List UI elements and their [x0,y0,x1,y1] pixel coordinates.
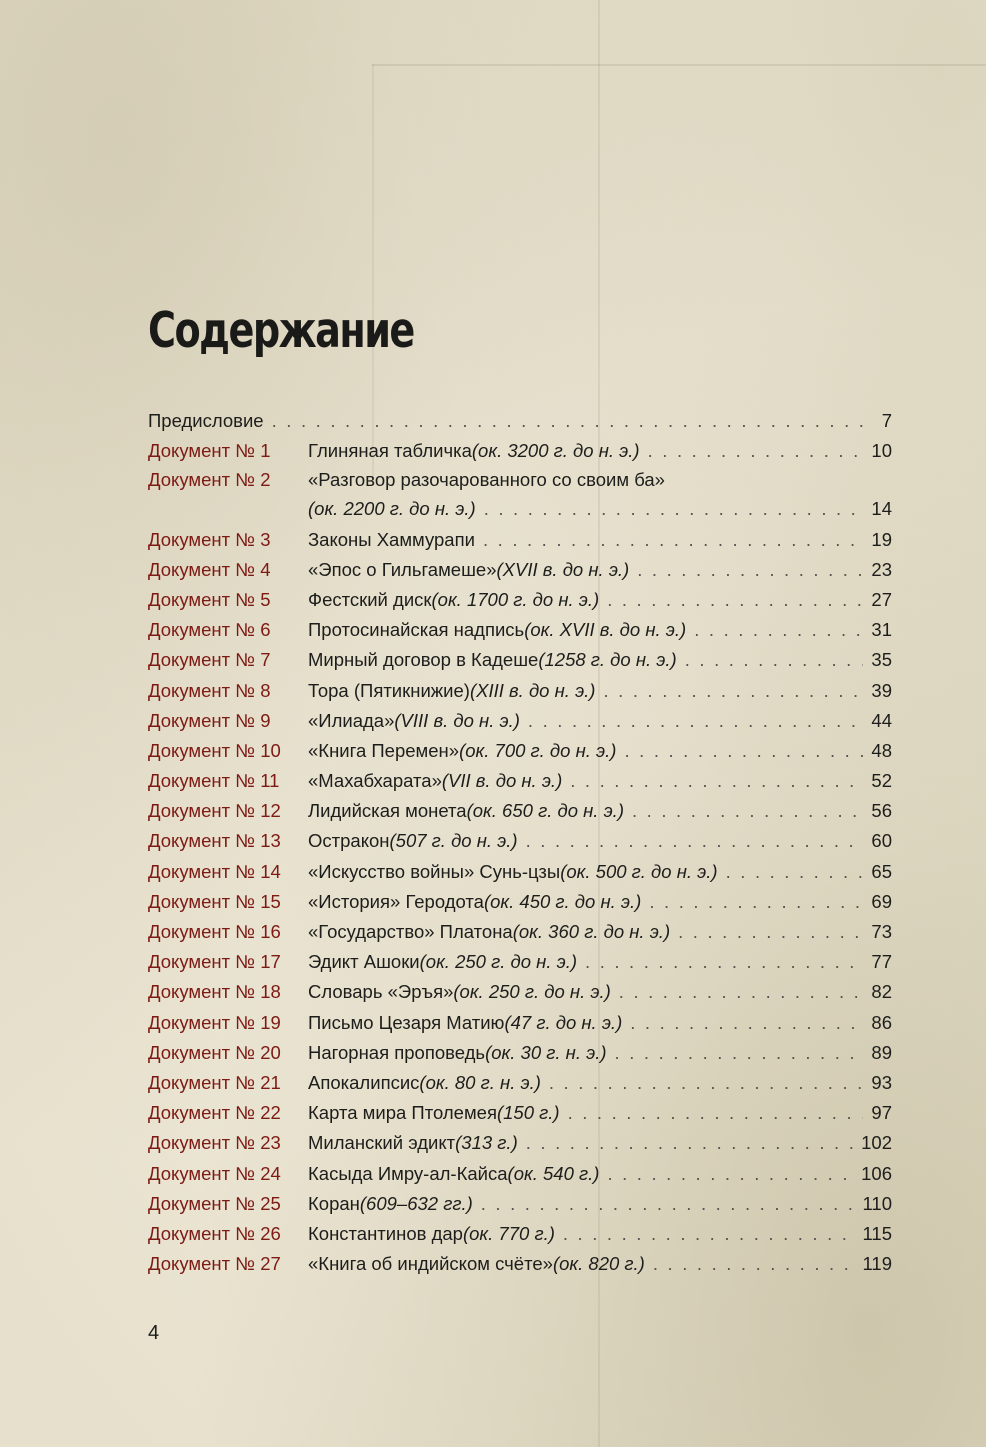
toc-entry-title: Карта мира Птолемея [308,1102,497,1124]
dot-leader [585,947,863,977]
document-number: Документ № 7 [148,649,271,671]
toc-page-number: 31 [871,619,892,641]
toc-entry-date: (ок. 250 г. до н. э.) [453,981,611,1003]
toc-page-number: 102 [861,1132,892,1154]
document-number: Документ № 14 [148,860,281,882]
toc-entry[interactable] [148,1098,892,1128]
document-number: Документ № 19 [148,1011,281,1033]
toc-entry-date: (ок. 820 г.) [552,1253,645,1275]
dot-leader [648,436,864,466]
toc-entry[interactable] [148,436,892,466]
dot-leader [607,585,863,615]
dot-leader [570,766,863,796]
document-number: Документ № 6 [148,619,271,641]
document-number: Документ № 10 [148,739,281,761]
toc-entry[interactable] [148,857,892,887]
toc-entry-title: Константинов дар [308,1222,463,1244]
dot-leader [615,1038,864,1068]
dot-leader [481,1189,855,1219]
toc-entry-date: (ок. 650 г. до н. э.) [466,800,624,822]
toc-entry-title: Письмо Цезаря Матию [308,1011,505,1033]
toc-entry-date: (VII в. до н. э.) [441,770,563,792]
toc-page-number: 27 [871,588,892,610]
document-number: Документ № 27 [148,1253,281,1275]
toc-entry-date: (150 г.) [496,1102,560,1124]
toc-entries [148,436,892,1279]
toc-entry-title: Мирный договор в Кадеше [308,649,539,671]
toc-entry[interactable] [148,1189,892,1219]
toc-entry-date: (313 г.) [455,1132,518,1154]
document-number: Документ № 4 [148,558,271,580]
toc-entry[interactable] [148,555,892,585]
document-number: Документ № 8 [148,679,271,701]
document-number: Документ № 17 [148,951,281,973]
toc-page-number: 69 [871,890,892,912]
document-number: Документ № 25 [148,1192,281,1214]
toc-page-number: 60 [871,830,892,852]
dot-leader [483,525,863,555]
toc-page-number: 65 [871,860,892,882]
toc-entry[interactable] [148,615,892,645]
toc-page-number: 93 [871,1071,892,1093]
toc-page-number: 89 [871,1041,892,1063]
toc-entry-date: (609–632 гг.) [359,1192,473,1214]
toc-entry-date: (ок. XVII в. до н. э.) [524,619,687,641]
toc-entry-title: «Книга об индийском счёте» [308,1253,553,1275]
document-number: Документ № 24 [148,1162,281,1184]
toc-page-number: 52 [871,770,892,792]
toc-entry[interactable] [148,1128,892,1158]
toc-entry-date: (XIII в. до н. э.) [469,679,596,701]
toc-entry-date: (ок. 1700 г. до н. э.) [431,588,600,610]
toc-entry[interactable] [148,826,892,856]
toc-entry-date: (47 г. до н. э.) [504,1011,623,1033]
toc-entry[interactable] [148,1008,892,1038]
toc-entry-title: Фестский диск [308,588,432,610]
dot-leader [630,1008,863,1038]
document-number: Документ № 9 [148,709,271,731]
toc-entry-date: (VIII в. до н. э.) [394,709,520,731]
toc-entry-title: Миланский эдикт [308,1132,456,1154]
toc-entry[interactable] [148,887,892,917]
toc-entry-title: «Эпос о Гильгамеше» [308,558,497,580]
toc-page-number: 14 [871,498,892,520]
toc-entry-title: Глиняная табличка [308,440,472,462]
document-number: Документ № 3 [148,528,271,550]
dot-leader [603,676,863,706]
page-title: Содержание [148,302,414,359]
toc-page-number: 82 [871,981,892,1003]
toc-entry-title: Предисловие [148,410,264,431]
toc-page-number: 44 [871,709,892,731]
toc-entry-date: (ок. 540 г.) [507,1162,600,1184]
toc-entry-title: Апокалипсис [308,1071,420,1093]
toc-entry-title: Коран [308,1192,360,1214]
document-number: Документ № 20 [148,1041,281,1063]
toc-page-number: 106 [861,1162,892,1184]
document-number: Документ № 15 [148,890,281,912]
toc-entry[interactable] [148,1038,892,1068]
toc-page-number: 48 [871,739,892,761]
toc-page-number: 10 [871,440,892,462]
document-number: Документ № 26 [148,1222,281,1244]
dot-leader [694,615,863,645]
toc-entry-date: (1258 г. до н. э.) [538,649,677,671]
toc-entry[interactable] [148,736,892,766]
toc-entry-title: «Книга Перемен» [308,739,460,761]
toc-entry-date: (ок. 360 г. до н. э.) [512,921,671,942]
toc-entry-title: «Государство» Платона [308,921,513,942]
toc-page-number: 56 [871,800,892,822]
toc-entry-title: Нагорная проповедь [308,1041,486,1063]
toc-entry-title: Словарь «Эръя» [308,981,454,1003]
toc-entry-title: «Илиада» [308,709,395,731]
toc-entry-date: (ок. 770 г.) [462,1222,555,1244]
toc-entry[interactable] [148,1249,892,1279]
dot-leader [607,1159,853,1189]
toc-entry-title: Остракон [308,830,390,852]
document-number: Документ № 18 [148,981,281,1003]
toc-entry-date: (ок. 3200 г. до н. э.) [471,440,640,462]
toc-entry[interactable] [148,645,892,675]
toc-page-number: 23 [871,558,892,580]
toc-entry[interactable] [148,706,892,736]
toc-entry-title: «Махабхарата» [308,770,442,792]
toc-page-number: 77 [871,951,892,973]
toc-entry-date: (ок. 450 г. до н. э.) [483,890,642,912]
dot-leader [649,887,863,917]
toc-entry[interactable] [148,1219,892,1249]
document-number: Документ № 12 [148,800,281,822]
toc-entry-title: Лидийская монета [308,800,467,822]
dot-leader [549,1068,864,1098]
toc-entry-title: «История» Геродота [308,890,484,912]
toc-entry-title: Тора (Пятикнижие) [308,679,470,701]
toc-entry[interactable] [148,585,892,615]
document-number: Документ № 21 [148,1071,281,1093]
toc-page-number: 110 [862,1192,892,1214]
dot-leader [624,736,863,766]
toc-entry-date: (ок. 250 г. до н. э.) [419,951,578,973]
dot-leader [685,645,864,675]
toc-entry[interactable] [148,466,892,524]
toc-entry-date: (ок. 80 г. н. э.) [419,1071,541,1093]
toc-page-number: 7 [881,410,892,431]
document-number: Документ № 22 [148,1102,281,1124]
toc-entry-title: «Разговор разочарованного со своим ба» [308,469,665,491]
toc-entry-title: Протосинайская надпись [308,619,525,641]
toc-entry-title: Эдикт Ашоки [308,951,420,973]
toc-entry-date: (XVII в. до н. э.) [496,558,630,580]
toc-page-number: 86 [871,1011,892,1033]
toc-entry[interactable] [148,977,892,1007]
toc-entry[interactable] [148,766,892,796]
document-number: Документ № 16 [148,921,281,942]
dot-leader [526,1128,853,1158]
dot-leader [619,977,864,1007]
toc-page-number: 119 [862,1253,892,1275]
document-number: Документ № 2 [148,469,271,491]
toc-entry-date: (ок. 500 г. до н. э.) [560,860,718,882]
dot-leader [637,555,863,585]
toc-entry-date: (507 г. до н. э.) [389,830,518,852]
dot-leader [563,1219,855,1249]
toc-entry-date: (ок. 700 г. до н. э.) [459,739,617,761]
toc-entry-date: (ок. 2200 г. до н. э.) [308,498,476,520]
page-number: 4 [148,1322,160,1344]
toc-page-number: 19 [871,528,892,550]
toc-entry[interactable] [148,676,892,706]
document-number: Документ № 5 [148,588,271,610]
table-of-contents [148,406,892,1279]
toc-page-number: 35 [871,649,892,671]
toc-entry-title: Законы Хаммурапи [308,528,475,550]
dot-leader [632,796,863,826]
toc-entry[interactable] [148,1068,892,1098]
dot-leader [484,494,864,524]
dot-leader [726,857,864,887]
dot-leader [678,917,863,947]
toc-entry[interactable] [148,525,892,555]
dot-leader [568,1098,864,1128]
toc-entry[interactable] [148,917,892,947]
document-number: Документ № 13 [148,830,281,852]
toc-page-number: 97 [871,1102,892,1124]
toc-entry[interactable] [148,1159,892,1189]
toc-entry-date: (ок. 30 г. н. э.) [485,1041,607,1063]
dot-leader [528,706,864,736]
paper-crease [372,64,986,66]
dot-leader [272,406,874,436]
toc-page-number: 39 [871,679,892,701]
document-number: Документ № 23 [148,1132,281,1154]
toc-page-number: 115 [862,1222,892,1244]
document-number: Документ № 11 [148,770,280,792]
dot-leader [526,826,864,856]
document-number: Документ № 1 [148,440,271,462]
toc-entry-title: Касыда Имру-ал-Кайса [308,1162,508,1184]
toc-entry[interactable] [148,796,892,826]
dot-leader [653,1249,855,1279]
toc-entry[interactable] [148,947,892,977]
toc-entry-title: «Искусство войны» Сунь-цзы [308,860,561,882]
toc-page-number: 73 [871,921,892,942]
toc-entry-preface[interactable] [148,406,892,436]
